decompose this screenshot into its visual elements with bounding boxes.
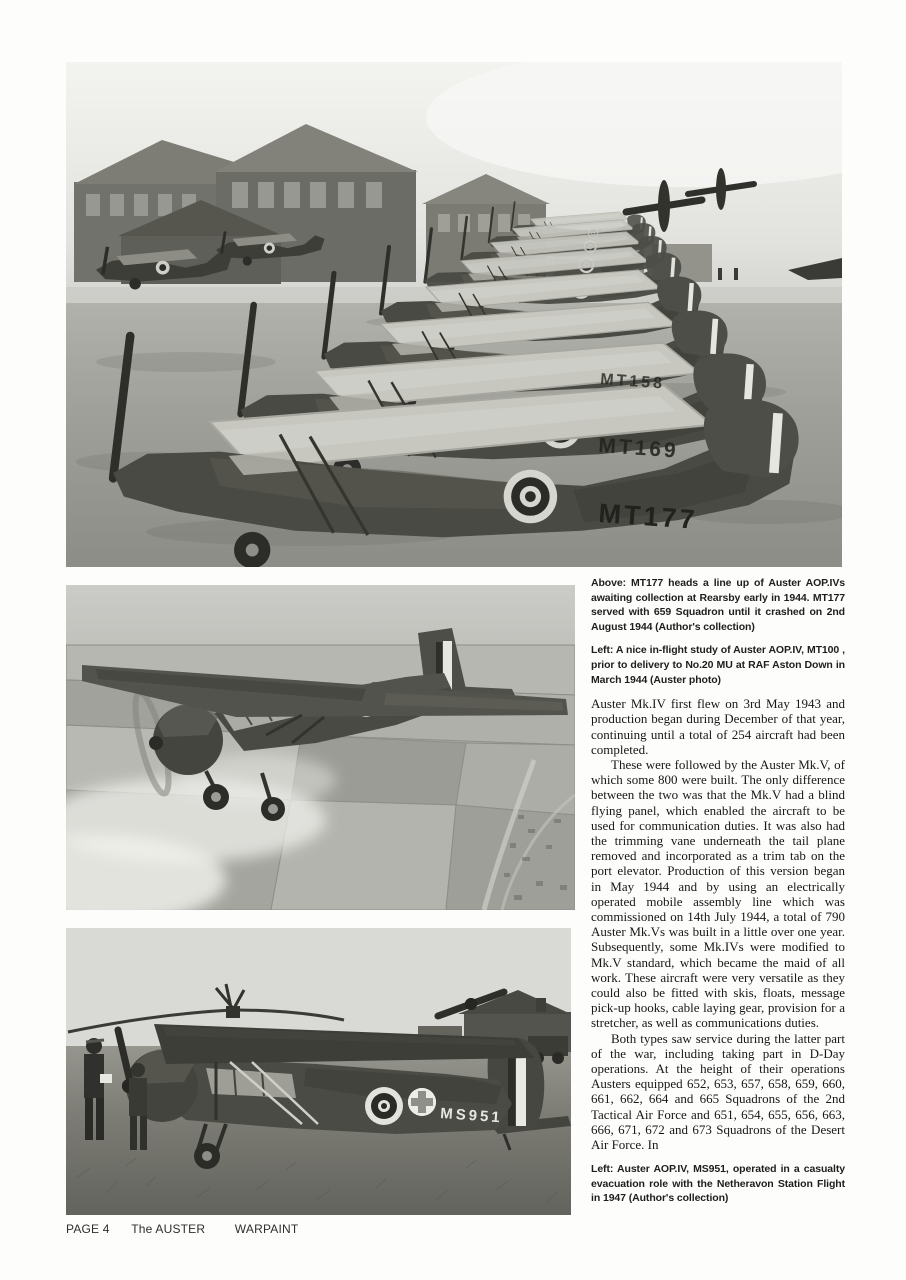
- photo-inflight-image: [66, 585, 575, 910]
- article-body: [591, 696, 845, 1152]
- caption-left-inflight: Left: A nice in-flight study of Auster AOP.IV, MT100 , prior to delivery to No.20 MU at RAF Aston Down in March 1944 (Auster photo): [591, 644, 845, 686]
- serial-ms951-text: MS951: [439, 1105, 504, 1127]
- fin-flash-icon: [516, 1052, 526, 1126]
- photo-casevac: [66, 928, 571, 1215]
- photo-casevac-image: [66, 928, 571, 1215]
- photo-lineup: [66, 62, 842, 567]
- caption-above-lineup: Above: MT177 heads a line up of Auster AOP.IVs awaiting collection at Rearsby early in 1944. MT177 served with 659 Squadron until it crashed on 2nd August 1944 (Author's collection): [591, 577, 845, 633]
- photo-lineup-image: [66, 62, 842, 567]
- page-number: PAGE 4: [66, 1222, 110, 1236]
- page-footer: [66, 1222, 766, 1236]
- caption-left-casevac: Left: Auster AOP.IV, MS951, operated in a casualty evacuation role with the Netheravon Station Flight in 1947 (Author's collection): [591, 1163, 845, 1205]
- article-paragraph-3: Both types saw service during the latter part of the war, including taking part in D-Day operations. At the height of their operations Austers equipped 652, 653, 657, 658, 659, 660, 661, 662, 664 and 665 Squadrons of the 2nd Tactical Air Force and 651, 654, 655, 656, 663, 666, 671, 672 and 673 Squadrons of the Desert Air Force. In: [591, 1030, 845, 1153]
- roundel-icon: [365, 1087, 403, 1125]
- article-paragraph-2: These were followed by the Auster Mk.V, of which some 800 were built. The only difference between the two was that the Mk.V had a blind flying panel, which enabled the aircraft to be used for communication duties. It was also had the trimming vane underneath the tail plane removed and incorporated as a trim tab on the port elevator. Production of this version began in May 1944 and by using an electrically operated mobile assembly line which was commissioned on 14th July 1944, a total of 790 Auster Mk.Vs was built in a little over one year. Subsequently, some Mk.IVs were modified to Mk.V standard, which became the maid of all work. These aircraft were very versatile as they could also be fitted with skis, floats, message pick-up hooks, cable laying gear, provision for a stretcher, as well as communications duties.: [591, 756, 845, 1031]
- serial-mt177-text: MT177: [597, 498, 699, 535]
- book-title: The AUSTER: [131, 1222, 206, 1236]
- series-title: WARPAINT: [234, 1222, 299, 1236]
- serial-mt158-text: MT158: [599, 371, 666, 393]
- photo-inflight: [66, 585, 575, 910]
- red-cross-marking: [408, 1088, 436, 1116]
- text-column: [591, 576, 845, 1215]
- article-paragraph-1: Auster Mk.IV first flew on 3rd May 1943 and production began during December of that year, continuing until a total of 254 aircraft had been completed.: [591, 696, 845, 757]
- serial-mt169-text: MT169: [597, 434, 680, 463]
